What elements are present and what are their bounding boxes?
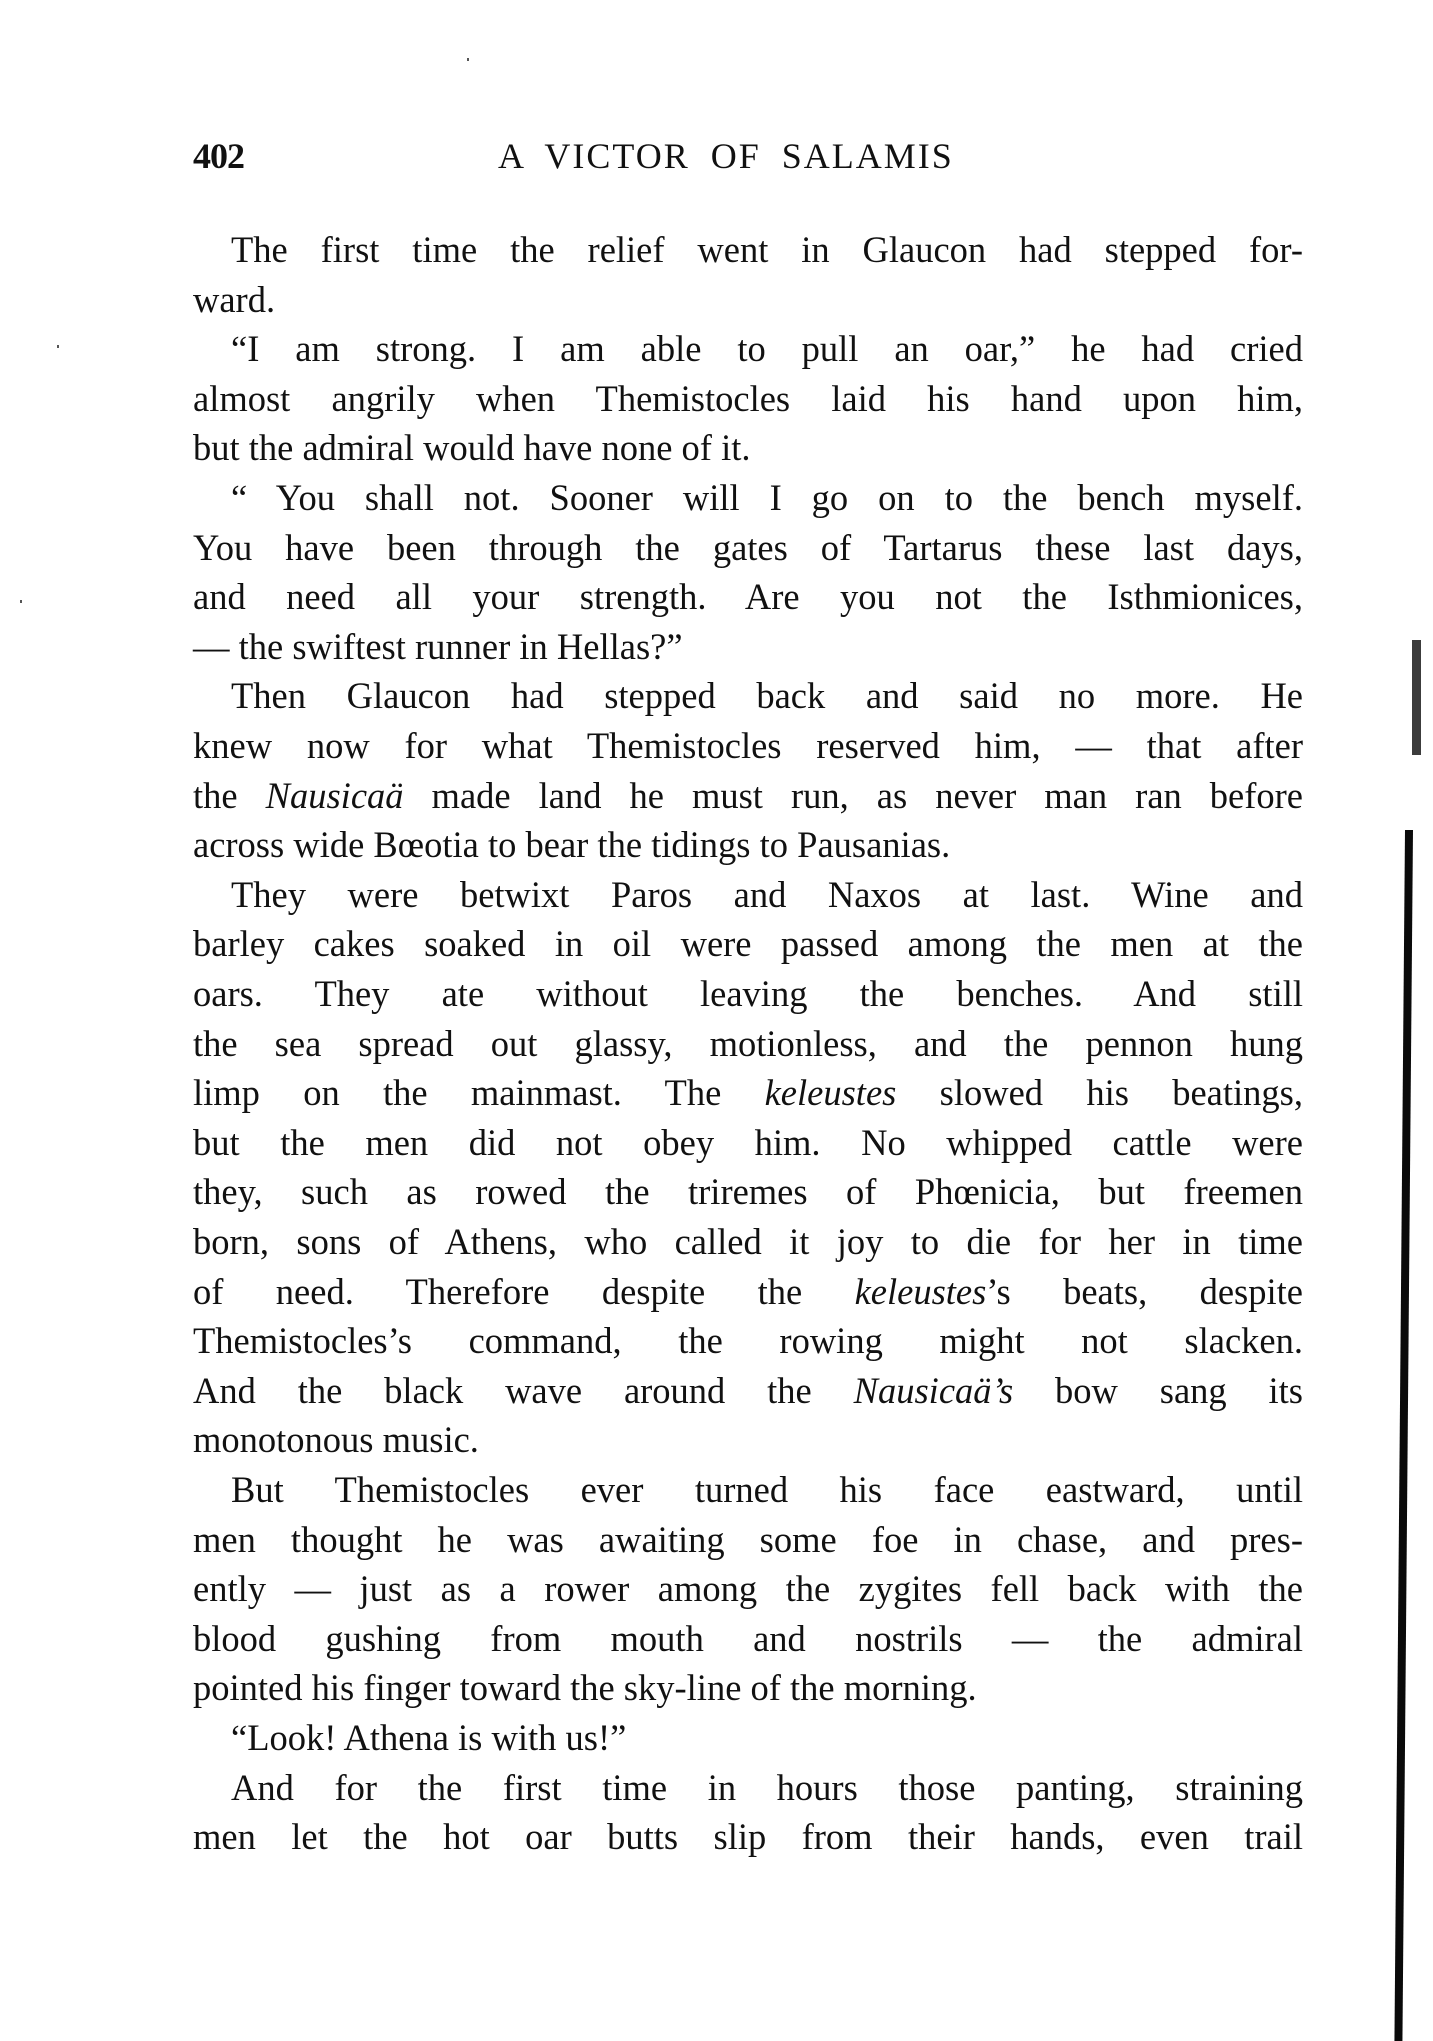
text-line (193, 1366, 1303, 1416)
text-line: The first time the relief went in Glaucon had stepped for- (231, 229, 1303, 270)
text-line: knew now for what Themistocles reserved him, — that after (193, 725, 1303, 766)
text-line: ently — just as a rower among the zygites fell back with the (193, 1568, 1303, 1610)
text-line: And for the first time in hours those panting, straining (231, 1766, 1303, 1808)
text-line: almost angrily when Themistocles laid his hand upon him, (193, 377, 1303, 419)
text-line: You have been through the gates of Tartarus these last days, (193, 526, 1303, 568)
text-run: made land he must run, as never man ran before (403, 774, 1304, 816)
text-line: and need all your strength. Are you not the Isthmionices, (193, 576, 1303, 618)
text-line: barley cakes soaked in oil were passed among the men at the (193, 923, 1303, 965)
text-line: pointed his finger toward the sky-line of the morning. (193, 1667, 977, 1709)
italic-term: Nausicaä’s (853, 1369, 1014, 1411)
scan-speck (467, 58, 469, 61)
text-line: But Themistocles ever turned his face eastward, until (231, 1469, 1303, 1510)
text-line: Then Glaucon had stepped back and said no more. He (231, 675, 1303, 717)
text-line: Themistocles’s command, the rowing might not slacken. (193, 1320, 1303, 1362)
text-line: the sea spread out glassy, motionless, and the pennon hung (193, 1022, 1303, 1064)
scan-artifact-mark (1412, 640, 1421, 755)
italic-term: keleustes (854, 1270, 987, 1312)
text-run: bow sang its (1013, 1369, 1304, 1411)
text-line: They were betwixt Paros and Naxos at last. Wine and (231, 873, 1303, 915)
text-line: oars. They ate without leaving the benches. And still (193, 973, 1303, 1014)
text-run: ’s beats, despite (986, 1270, 1303, 1312)
text-line: — the swiftest runner in Hellas?” (193, 625, 683, 667)
text-line: blood gushing from mouth and nostrils — the admiral (193, 1617, 1303, 1659)
text-line: monotonous music. (193, 1419, 479, 1461)
text-run: slowed his beatings, (896, 1072, 1303, 1114)
text-line: ward. (193, 278, 276, 320)
text-line: but the admiral would have none of it. (193, 427, 751, 469)
text-line: “Look! Athena is with us!” (231, 1717, 627, 1758)
scan-speck (20, 600, 22, 603)
page-edge-shadow (1394, 830, 1413, 2041)
page-number: 402 (193, 136, 244, 176)
text-line: men let the hot oar butts slip from their hands, even trail (193, 1816, 1303, 1858)
italic-term: Nausicaä (265, 774, 404, 816)
running-title: A VICTOR OF SALAMIS (498, 136, 954, 176)
italic-term: keleustes (764, 1072, 897, 1114)
text-line: men thought he was awaiting some foe in chase, and pres- (193, 1518, 1303, 1560)
text-line (193, 1267, 1303, 1317)
scan-speck (57, 345, 59, 348)
running-head (193, 135, 1303, 185)
text-run: of need. Therefore despite the (193, 1270, 855, 1312)
text-line: born, sons of Athens, who called it joy to die for her in time (193, 1221, 1303, 1262)
text-line: but the men did not obey him. No whipped cattle were (193, 1121, 1303, 1163)
text-line: “I am strong. I am able to pull an oar,” he had cried (231, 328, 1303, 370)
text-run: And the black wave around the (193, 1369, 854, 1411)
text-line: “ You shall not. Sooner will I go on to the bench myself. (231, 477, 1303, 518)
text-line: they, such as rowed the triremes of Phœnicia, but freemen (193, 1171, 1303, 1213)
text-run: the (193, 774, 266, 816)
text-line (193, 1068, 1303, 1118)
text-run: limp on the mainmast. The (193, 1072, 765, 1114)
text-line: across wide Bœotia to bear the tidings to Pausanias. (193, 824, 951, 866)
text-line (193, 771, 1303, 821)
